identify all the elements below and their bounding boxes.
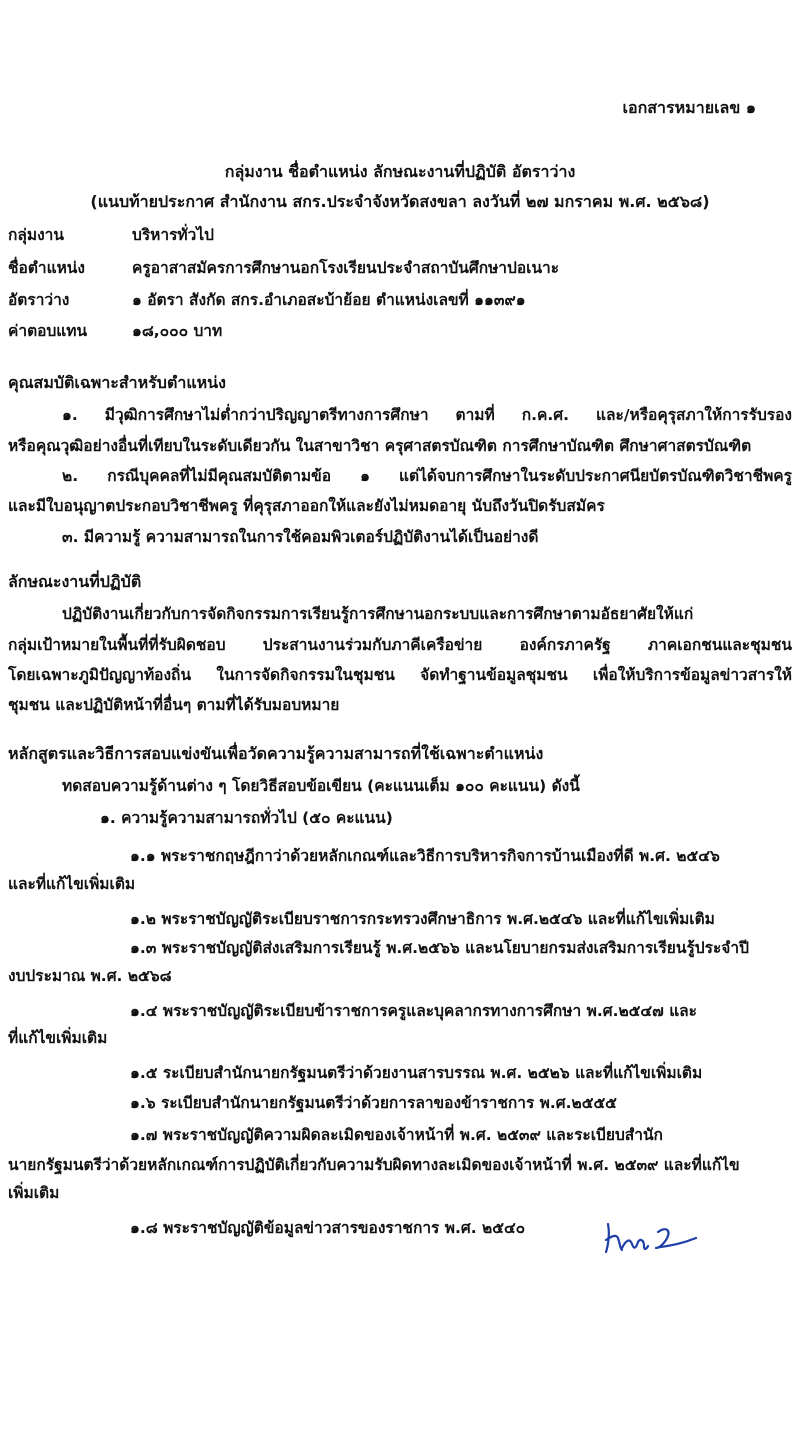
exam-intro: ทดสอบความรู้ด้านต่าง ๆ โดยวิธีสอบข้อเขียน (คะแนนเต็ม ๑๐๐ คะแนน) ดังนี้ xyxy=(62,777,580,795)
duties-line: กลุ่มเป้าหมายในพื้นที่ที่รับผิดชอบ ประสานงานร่วมกับภาคีเครือข่าย องค์กรภาครัฐ ภาคเอกชนและชุมชน xyxy=(8,636,792,654)
signature-mark xyxy=(600,1212,700,1262)
duties-line: ชุมชน และปฏิบัติหน้าที่อื่นๆ ตามที่ได้รับมอบหมาย xyxy=(8,696,340,714)
exam-item: ๑.๘ พระราชบัญญัติข้อมูลข่าวสารของราชการ พ.ศ. ๒๕๔๐ xyxy=(130,1219,526,1237)
duties-line: โดยเฉพาะภูมิปัญญาท้องถิ่น ในการจัดกิจกรรมในชุมชน จัดทำฐานข้อมูลชุมชน เพื่อให้บริการข้อมูลข่าวสารให้ xyxy=(8,666,792,684)
qualification-line: หรือคุณวุฒิอย่างอื่นที่เทียบในระดับเดียวกัน ในสาขาวิชา ครุศาสตรบัณฑิต การศึกษาบัณฑิต ศึกษาศาสตรบัณฑิต xyxy=(8,437,752,455)
exam-item: ๑.๖ ระเบียบสำนักนายกรัฐมนตรีว่าด้วยการลาของข้าราชการ พ.ศ.๒๕๕๕ xyxy=(130,1094,617,1112)
exam-item-continued: เพิ่มเติม xyxy=(8,1184,60,1202)
qualification-line: ๑. มีวุฒิการศึกษาไม่ต่ำกว่าปริญญาตรีทางการศึกษา ตามที่ ก.ค.ศ. และ/หรือคุรุสภาให้การรับรอง xyxy=(62,406,792,424)
exam-item: ๑.๒ พระราชบัญญัติระเบียบราชการกระทรวงศึกษาธิการ พ.ศ.๒๕๔๖ และที่แก้ไขเพิ่มเติม xyxy=(130,910,715,928)
qualification-line: ๒. กรณีบุคคลที่ไม่มีคุณสมบัติตามข้อ ๑ แต่ได้จบการศึกษาในระดับประกาศนียบัตรบัณฑิตวิชาชีพครู xyxy=(62,467,792,485)
field-value-group: บริหารทั่วไป xyxy=(132,226,214,244)
exam-item: ๑.๓ พระราชบัญญัติส่งเสริมการเรียนรู้ พ.ศ.๒๕๖๖ และนโยบายกรมส่งเสริมการเรียนรู้ประจำปี xyxy=(130,939,749,957)
exam-part-title: ๑. ความรู้ความสามารถทั่วไป (๕๐ คะแนน) xyxy=(100,809,393,827)
section-heading-qualifications: คุณสมบัติเฉพาะสำหรับตำแหน่ง xyxy=(8,373,226,392)
section-heading-exam: หลักสูตรและวิธีการสอบแข่งขันเพื่อวัดความรู้ความสามารถที่ใช้เฉพาะตำแหน่ง xyxy=(8,744,544,763)
field-value-position: ครูอาสาสมัครการศึกษานอกโรงเรียนประจำสถาบันศึกษาปอเนาะ xyxy=(132,259,560,277)
section-heading-duties: ลักษณะงานที่ปฏิบัติ xyxy=(8,572,142,591)
duties-line: ปฏิบัติงานเกี่ยวกับการจัดกิจกรรมการเรียนรู้การศึกษานอกระบบและการศึกษาตามอัธยาศัยให้แก่ xyxy=(62,605,694,623)
exam-item: ๑.๕ ระเบียบสำนักนายกรัฐมนตรีว่าด้วยงานสารบรรณ พ.ศ. ๒๕๒๖ และที่แก้ไขเพิ่มเติม xyxy=(130,1064,703,1082)
field-label-position: ชื่อตำแหน่ง xyxy=(8,259,85,277)
page-title: กลุ่มงาน ชื่อตำแหน่ง ลักษณะงานที่ปฏิบัติ อัตราว่าง xyxy=(224,162,576,181)
exam-item-continued: นายกรัฐมนตรีว่าด้วยหลักเกณฑ์การปฏิบัติเกี่ยวกับความรับผิดทางละเมิดของเจ้าหน้าที่ พ.ศ. ๒๕๓๙ และที่แก้ไข xyxy=(8,1156,740,1174)
qualification-line: ๓. มีความรู้ ความสามารถในการใช้คอมพิวเตอร์ปฏิบัติงานได้เป็นอย่างดี xyxy=(62,528,539,546)
exam-item-continued: งบประมาณ พ.ศ. ๒๕๖๘ xyxy=(8,967,172,985)
exam-item-continued: ที่แก้ไขเพิ่มเติม xyxy=(8,1029,108,1047)
document-number: เอกสารหมายเลข ๑ xyxy=(622,98,756,117)
field-label-vacancy: อัตราว่าง xyxy=(8,291,70,309)
field-value-vacancy: ๑ อัตรา สังกัด สกร.อำเภอสะบ้าย้อย ตำแหน่งเลขที่ ๑๑๓๙๑ xyxy=(132,291,526,309)
field-value-salary: ๑๘,๐๐๐ บาท xyxy=(132,322,223,340)
exam-item: ๑.๗ พระราชบัญญัติความผิดละเมิดของเจ้าหน้าที่ พ.ศ. ๒๕๓๙ และระเบียบสำนัก xyxy=(130,1126,663,1144)
exam-item: ๑.๑ พระราชกฤษฎีกาว่าด้วยหลักเกณฑ์และวิธีการบริหารกิจการบ้านเมืองที่ดี พ.ศ. ๒๕๔๖ xyxy=(130,847,720,865)
qualification-line: และมีใบอนุญาตประกอบวิชาชีพครู ที่คุรุสภาออกให้และยังไม่หมดอายุ นับถึงวันปิดรับสมัคร xyxy=(8,497,605,515)
field-label-group: กลุ่มงาน xyxy=(8,226,64,244)
exam-item-continued: และที่แก้ไขเพิ่มเติม xyxy=(8,875,136,893)
page-subtitle: (แนบท้ายประกาศ สำนักงาน สกร.ประจำจังหวัดสงขลา ลงวันที่ ๒๗ มกราคม พ.ศ. ๒๕๖๘) xyxy=(90,192,710,211)
exam-item: ๑.๔ พระราชบัญญัติระเบียบข้าราชการครูและบุคลากรทางการศึกษา พ.ศ.๒๕๔๗ และ xyxy=(130,1002,698,1020)
field-label-salary: ค่าตอบแทน xyxy=(8,322,88,340)
